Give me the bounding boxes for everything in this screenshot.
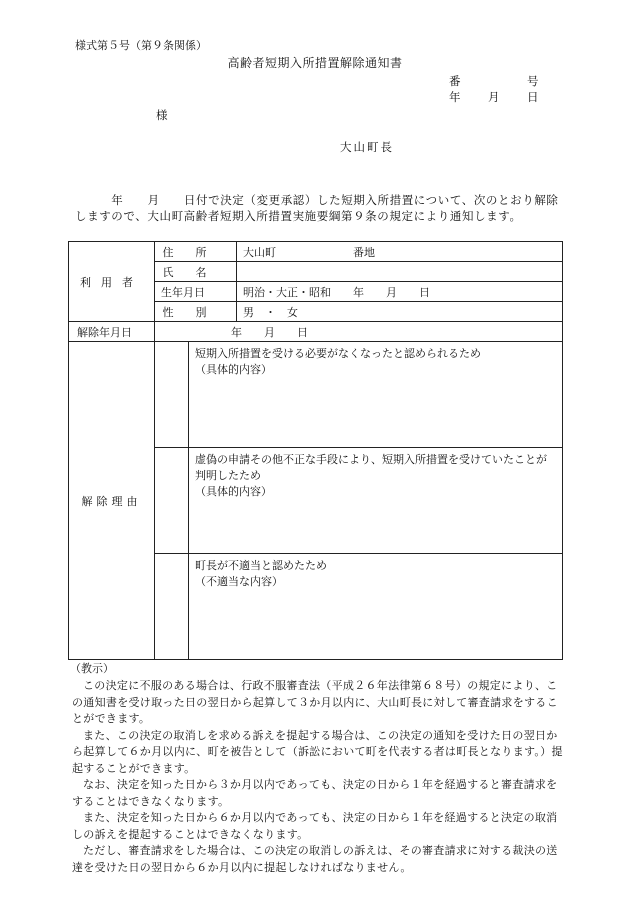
name-field[interactable] bbox=[237, 262, 563, 282]
date-month-label: 月 bbox=[488, 90, 500, 104]
date-day-label: 日 bbox=[527, 90, 539, 104]
name-label: 氏名 bbox=[155, 262, 237, 282]
reason-checkbox-1[interactable] bbox=[155, 342, 189, 448]
notice-paragraph: また、決定を知った日から６か月以内であっても、決定の日から１年を経過すると決定の取消しの訴えを提起することはできなくなります。 bbox=[72, 811, 558, 841]
reason-3-detail: （不適当な内容） bbox=[195, 575, 283, 588]
reason-label: 解除理由 bbox=[69, 342, 155, 660]
reason-2-text: 虚偽の申請その他不正な手段により、短期入所措置を受けていたことが判明したため bbox=[195, 453, 547, 482]
address-label: 住所 bbox=[155, 242, 237, 262]
notice-paragraph: なお、決定を知った日から３か月以内であっても、決定の日から１年を経過すると審査請求をすることはできなくなります。 bbox=[72, 778, 558, 808]
document-title: 高齢者短期入所措置解除通知書 bbox=[227, 56, 403, 70]
date-year-label: 年 bbox=[449, 90, 461, 104]
user-label: 利用者 bbox=[69, 242, 155, 322]
issuer-name: 大山町長 bbox=[340, 140, 394, 154]
number-label: 番 bbox=[449, 74, 461, 88]
form-number-label: 様式第５号（第９条関係） bbox=[75, 39, 207, 52]
notice-body bbox=[72, 678, 564, 876]
number-suffix: 号 bbox=[527, 74, 539, 88]
birthdate-field[interactable]: 明治・大正・昭和 年 月 日 bbox=[237, 282, 563, 302]
reason-3 bbox=[189, 554, 563, 660]
reason-3-text: 町長が不適当と認めたため bbox=[195, 559, 327, 572]
notice-paragraph: ただし、審査請求をした場合は、この決定の取消しの訴えは、その審査請求に対する裁決の送達を受けた日の翌日から６か月以内に提起しなければなりません。 bbox=[72, 844, 558, 874]
addressee-suffix: 様 bbox=[156, 108, 168, 122]
reason-1-detail: （具体的内容） bbox=[195, 363, 272, 376]
notice-paragraph: また、この決定の取消しを求める訴えを提起する場合は、この決定の通知を受けた日の翌日から起算して６か月以内に、町を被告として（訴訟において町を代表する者は町長となります。）提起することができます。 bbox=[72, 728, 563, 775]
cancel-date-field[interactable]: 年 月 日 bbox=[155, 322, 563, 342]
notice-heading: （教示） bbox=[70, 662, 114, 675]
reason-2-detail: （具体的内容） bbox=[195, 485, 272, 498]
birthdate-label: 生年月日 bbox=[155, 282, 237, 302]
reason-1-text: 短期入所措置を受ける必要がなくなったと認められるため bbox=[195, 347, 481, 360]
intro-paragraph: 年 月 日付で決定（変更承認）した短期入所措置について、次のとおり解除しますので、大山町高齢者短期入所措置実施要綱第９条の規定により通知します。 bbox=[75, 193, 559, 223]
reason-1 bbox=[189, 342, 563, 448]
address-field[interactable]: 大山町 番地 bbox=[237, 242, 563, 262]
reason-checkbox-3[interactable] bbox=[155, 554, 189, 660]
sex-field[interactable]: 男 ・ 女 bbox=[237, 302, 563, 322]
notification-form-table bbox=[68, 241, 563, 660]
sex-label: 性別 bbox=[155, 302, 237, 322]
reason-2 bbox=[189, 448, 563, 554]
notice-paragraph: この決定に不服のある場合は、行政不服審査法（平成２６年法律第６８号）の規定により、この通知書を受け取った日の翌日から起算して３か月以内に、大山町長に対して審査請求をすることができます。 bbox=[72, 679, 558, 725]
cancel-date-label: 解除年月日 bbox=[69, 322, 155, 342]
reason-checkbox-2[interactable] bbox=[155, 448, 189, 554]
